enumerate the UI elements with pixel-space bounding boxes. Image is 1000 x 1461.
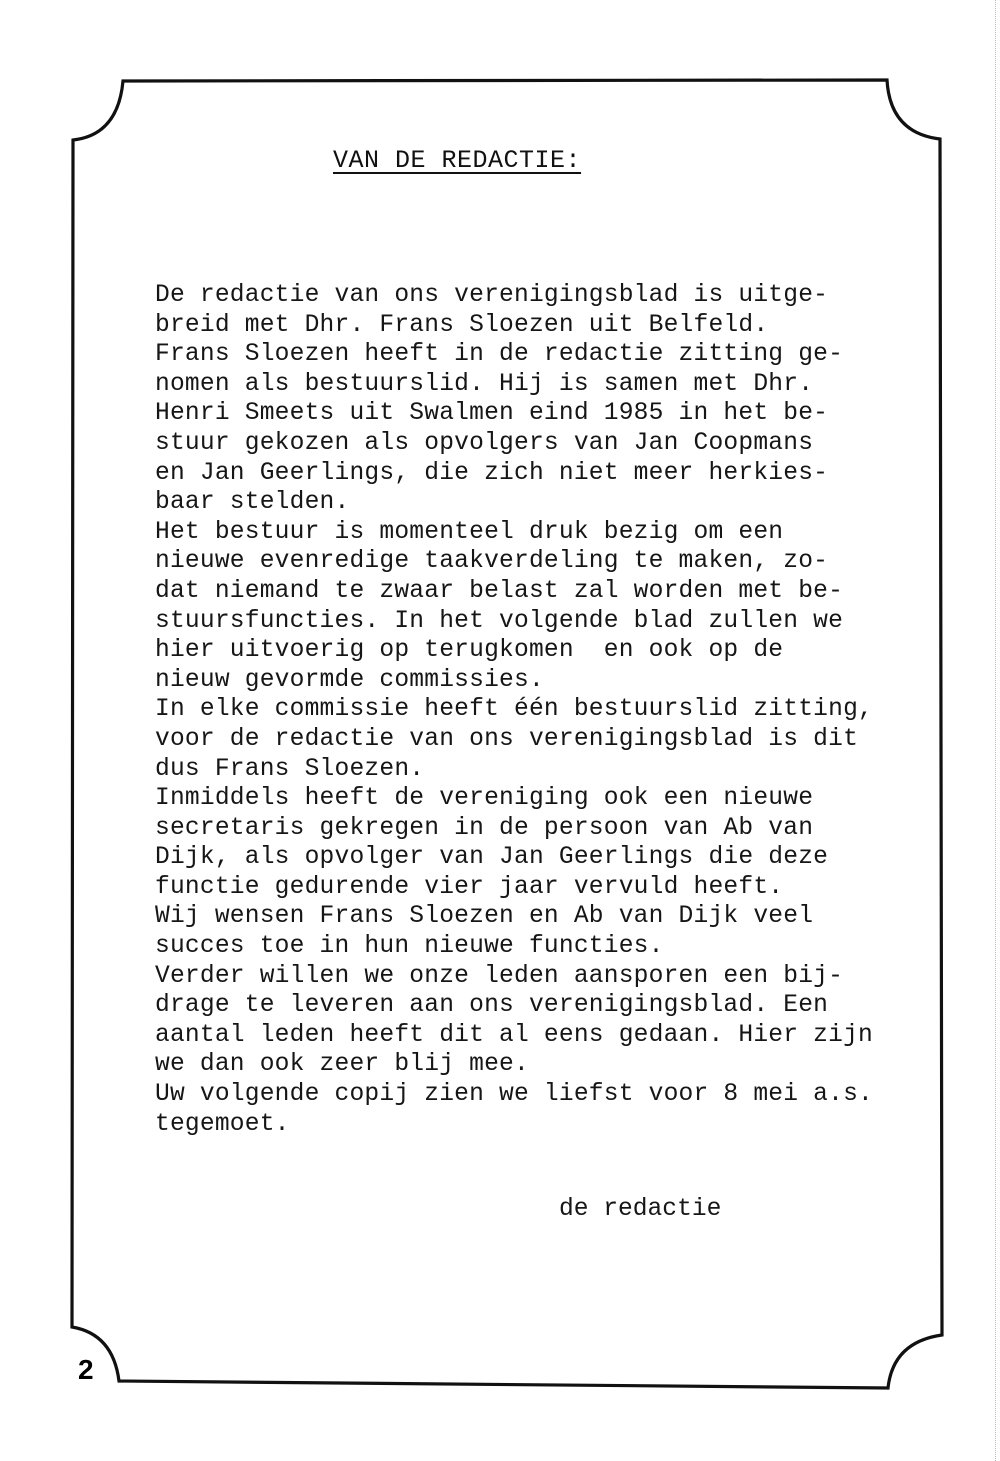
- text-line: aantal leden heeft dit al eens gedaan. Hier zijn: [155, 1021, 874, 1049]
- text-line: Het bestuur is momenteel druk bezig om een: [155, 518, 784, 546]
- text-line: drage te leveren aan ons verenigingsblad. Een: [155, 992, 829, 1020]
- text-line: nieuw gevormde commissies.: [155, 666, 544, 694]
- text-line: we dan ook zeer blij mee.: [155, 1051, 529, 1079]
- text-line: De redactie van ons verenigingsblad is uitge-: [155, 282, 829, 309]
- text-line: hier uitvoerig op terugkomen en ook op de: [155, 637, 784, 665]
- text-line: dat niemand te zwaar belast zal worden met be-: [155, 577, 844, 605]
- text-line: Wij wensen Frans Sloezen en Ab van Dijk veel: [155, 903, 814, 931]
- text-line: breid met Dhr. Frans Sloezen uit Belfeld.: [155, 311, 769, 339]
- signature: de redactie: [559, 1196, 722, 1223]
- text-line: Henri Smeets uit Swalmen eind 1985 in het be-: [155, 400, 829, 428]
- text-line: Uw volgende copij zien we liefst voor 8 mei a.s.: [155, 1081, 874, 1109]
- text-line: In elke commissie heeft één bestuurslid zitting,: [155, 696, 874, 724]
- text-line: functie gedurende vier jaar vervuld heeft.: [155, 873, 784, 901]
- page-number: 2: [78, 1354, 94, 1385]
- text-line: succes toe in hun nieuwe functies.: [155, 933, 664, 961]
- text-line: stuur gekozen als opvolgers van Jan Coopmans: [155, 429, 814, 457]
- text-line: baar stelden.: [155, 489, 350, 517]
- text-line: en Jan Geerlings, die zich niet meer herkies-: [155, 459, 829, 487]
- text-line: stuursfuncties. In het volgende blad zullen we: [155, 607, 844, 635]
- text-line: Dijk, als opvolger van Jan Geerlings die deze: [155, 844, 829, 872]
- text-line: tegemoet.: [155, 1110, 290, 1138]
- text-line: nieuwe evenredige taakverdeling te maken, zo-: [155, 548, 829, 576]
- page-title: VAN DE REDACTIE:: [333, 146, 582, 175]
- text-line: voor de redactie van ons verenigingsblad is dit: [155, 725, 859, 753]
- article-body: [155, 281, 945, 1139]
- text-line: dus Frans Sloezen.: [155, 755, 425, 783]
- text-line: Frans Sloezen heeft in de redactie zitting ge-: [155, 341, 844, 369]
- text-line: Verder willen we onze leden aansporen een bij-: [155, 962, 844, 990]
- text-line: secretaris gekregen in de persoon van Ab van: [155, 814, 814, 842]
- text-line: nomen als bestuurslid. Hij is samen met Dhr.: [155, 370, 814, 398]
- text-line: Inmiddels heeft de vereniging ook een nieuwe: [155, 785, 814, 813]
